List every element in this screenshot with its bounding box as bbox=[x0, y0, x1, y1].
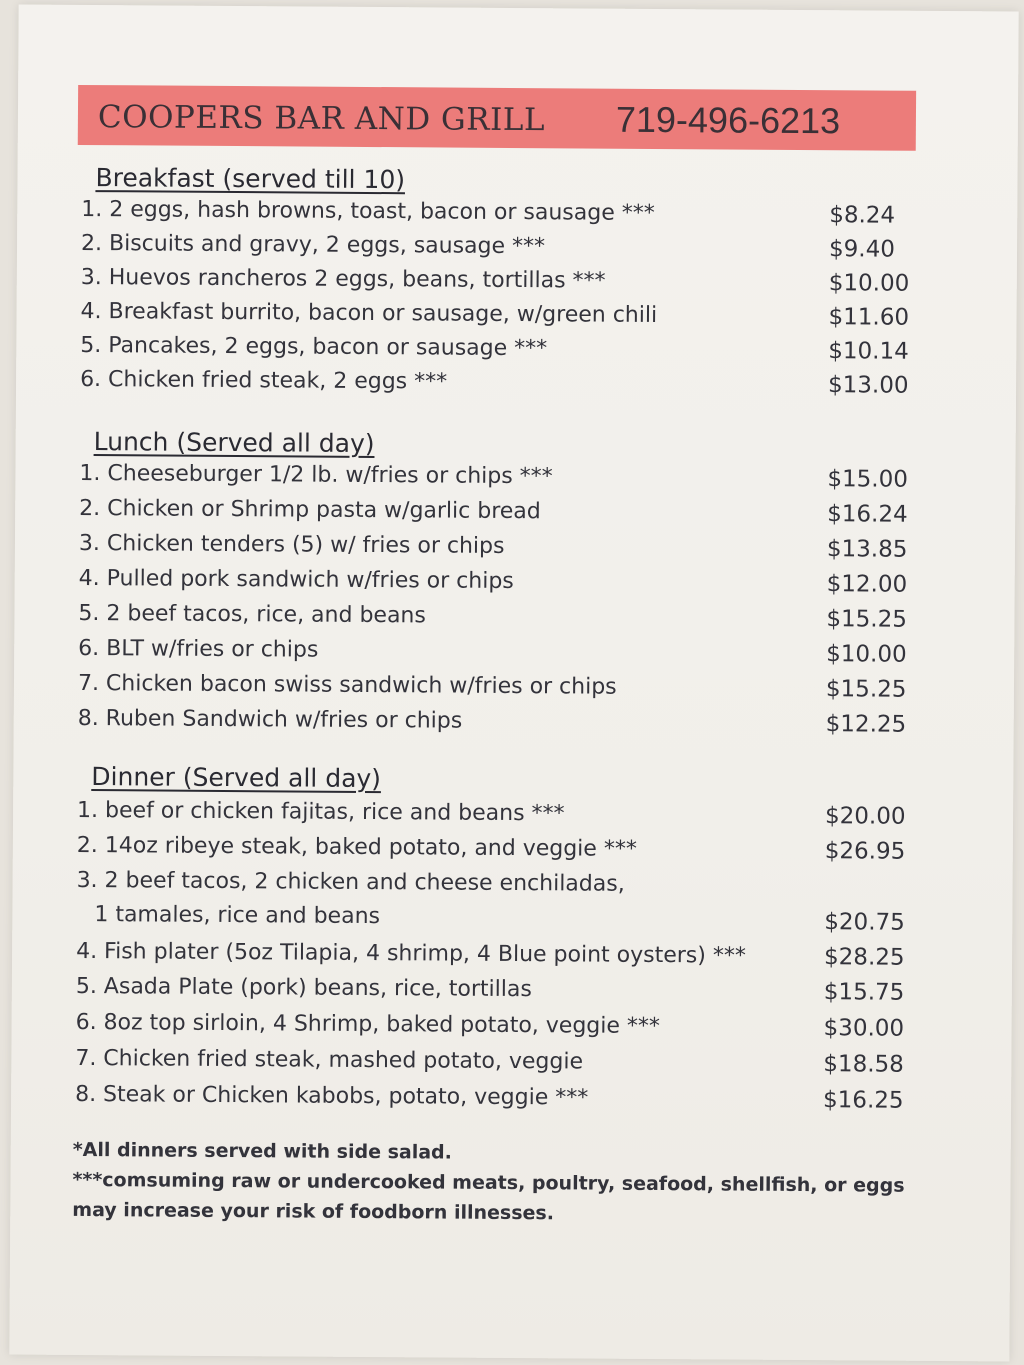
menu-item bbox=[72, 868, 922, 944]
menu-item bbox=[74, 601, 924, 641]
breakfast-section bbox=[78, 163, 928, 399]
item-name: 3. 2 beef tacos, 2 chicken and cheese enchiladas, bbox=[76, 867, 625, 897]
section-title-breakfast: Breakfast (served till 10) bbox=[95, 163, 406, 195]
item-price: $20.00 bbox=[824, 803, 906, 830]
menu-item bbox=[74, 671, 924, 711]
item-price: $15.00 bbox=[827, 466, 909, 493]
menu-item bbox=[72, 939, 922, 979]
item-name: 5. Pancakes, 2 eggs, bacon or sausage *** bbox=[80, 332, 548, 362]
lunch-section bbox=[76, 427, 926, 738]
item-price: $15.25 bbox=[825, 676, 907, 703]
menu-item bbox=[74, 706, 924, 746]
item-price: $12.00 bbox=[826, 571, 908, 598]
header-banner bbox=[78, 85, 916, 151]
menu-item bbox=[73, 833, 923, 873]
food-safety-warning-continued: may increase your risk of foodborn illnesses. bbox=[72, 1198, 555, 1225]
menu-item bbox=[75, 496, 925, 536]
item-name: 7. Chicken fried steak, mashed potato, veggie bbox=[75, 1045, 584, 1075]
item-price: $16.25 bbox=[823, 1087, 904, 1114]
dinner-section bbox=[73, 762, 923, 1114]
menu-item bbox=[75, 531, 925, 571]
footnotes bbox=[72, 1135, 903, 1231]
item-name: 3. Chicken tenders (5) w/ fries or chips bbox=[78, 530, 505, 559]
menu-item bbox=[75, 461, 925, 501]
phone-number: 719-496-6213 bbox=[615, 98, 841, 142]
item-price: $15.25 bbox=[826, 606, 908, 633]
item-name: 8. Ruben Sandwich w/fries or chips bbox=[77, 705, 463, 734]
menu-item bbox=[71, 1082, 921, 1122]
item-name: 3. Huevos rancheros 2 eggs, beans, tortillas *** bbox=[80, 264, 606, 294]
item-price: $11.60 bbox=[828, 304, 910, 331]
item-name: 4. Fish plater (5oz Tilapia, 4 shrimp, 4 Blue point oysters) *** bbox=[76, 938, 746, 969]
item-name: 1. beef or chicken fajitas, rice and beans *** bbox=[77, 797, 565, 827]
menu-item bbox=[74, 636, 924, 676]
item-price: $30.00 bbox=[823, 1015, 905, 1042]
item-name-continued: 1 tamales, rice and beans bbox=[94, 902, 381, 930]
menu-item bbox=[75, 566, 925, 606]
item-name: 2. 14oz ribeye steak, baked potato, and veggie *** bbox=[76, 832, 637, 862]
food-safety-warning: ***comsuming raw or undercooked meats, poultry, seafood, shellfish, or eggs bbox=[72, 1168, 905, 1197]
item-name: 7. Chicken bacon swiss sandwich w/fries or chips bbox=[77, 670, 617, 700]
item-price: $16.24 bbox=[827, 501, 908, 528]
section-title-dinner: Dinner (Served all day) bbox=[91, 762, 382, 794]
item-price: $12.25 bbox=[825, 711, 907, 738]
menu-page bbox=[9, 5, 1018, 1362]
item-price: $20.75 bbox=[824, 909, 905, 936]
item-price: $13.85 bbox=[826, 536, 908, 563]
item-price: $18.58 bbox=[823, 1051, 904, 1078]
item-price: $26.95 bbox=[824, 838, 906, 865]
item-name: 6. 8oz top sirloin, 4 Shrimp, baked potato, veggie *** bbox=[75, 1009, 661, 1040]
item-name: 5. 2 beef tacos, rice, and beans bbox=[78, 600, 426, 629]
item-price: $10.14 bbox=[828, 338, 909, 365]
item-price: $10.00 bbox=[826, 641, 907, 668]
item-name: 4. Breakfast burrito, bacon or sausage, w/green chili bbox=[80, 298, 658, 328]
item-name: 1. 2 eggs, hash browns, toast, bacon or sausage *** bbox=[81, 196, 655, 226]
item-name: 6. BLT w/fries or chips bbox=[78, 635, 319, 663]
menu-item bbox=[71, 1046, 921, 1086]
item-name: 6. Chicken fried steak, 2 eggs *** bbox=[80, 366, 448, 395]
item-price: $13.00 bbox=[827, 372, 909, 399]
side-salad-note: *All dinners served with side salad. bbox=[72, 1138, 452, 1164]
menu-item bbox=[72, 974, 922, 1014]
item-name: 8. Steak or Chicken kabobs, potato, veggie *** bbox=[75, 1081, 589, 1111]
item-price: $8.24 bbox=[829, 202, 896, 229]
menu-item bbox=[71, 1010, 921, 1050]
item-name: 2. Biscuits and gravy, 2 eggs, sausage *** bbox=[80, 230, 546, 260]
menu-item bbox=[76, 367, 926, 407]
item-price: $15.75 bbox=[823, 979, 905, 1006]
item-name: 4. Pulled pork sandwich w/fries or chips bbox=[78, 565, 514, 594]
item-name: 2. Chicken or Shrimp pasta w/garlic bread bbox=[79, 495, 541, 525]
item-price: $10.00 bbox=[828, 270, 910, 297]
restaurant-name: COOPERS BAR AND GRILL bbox=[97, 99, 546, 139]
menu-item bbox=[73, 798, 923, 838]
item-name: 5. Asada Plate (pork) beans, rice, tortillas bbox=[75, 973, 532, 1003]
section-title-lunch: Lunch (Served all day) bbox=[93, 427, 375, 459]
item-name: 1. Cheeseburger 1/2 lb. w/fries or chips *** bbox=[79, 460, 553, 490]
item-price: $28.25 bbox=[824, 944, 905, 971]
item-price: $9.40 bbox=[828, 236, 895, 263]
